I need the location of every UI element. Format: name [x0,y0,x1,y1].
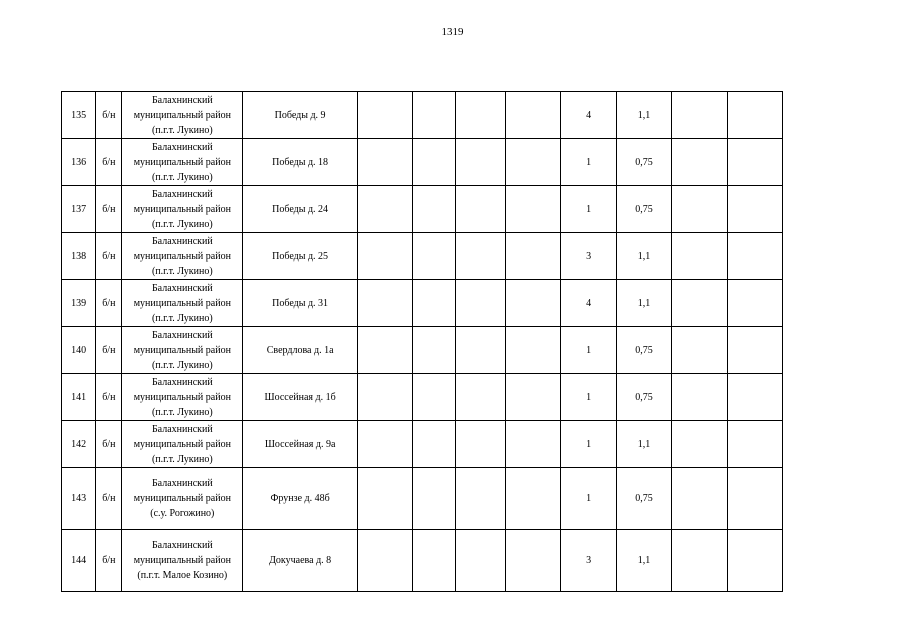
district-line: (п.г.т. Лукино) [151,124,213,136]
address-cell: Докучаева д. 8 [243,530,358,592]
empty-cell [672,92,727,139]
district-line: (п.г.т. Лукино) [151,453,213,465]
empty-cell [727,530,782,592]
empty-cell [727,374,782,421]
container-count-cell: 1 [561,374,616,421]
empty-cell [506,92,561,139]
row-number-cell: 142 [62,421,96,468]
empty-cell [506,421,561,468]
empty-cell [358,92,413,139]
empty-cell [506,139,561,186]
district-line: (п.г.т. Лукино) [151,359,213,371]
bn-cell: б/н [96,280,122,327]
empty-cell [672,233,727,280]
empty-cell [672,280,727,327]
bn-cell: б/н [96,374,122,421]
empty-cell [672,530,727,592]
district-line: муниципальный район [133,438,231,450]
bn-cell: б/н [96,139,122,186]
address-cell: Победы д. 25 [243,233,358,280]
district-line: Балахнинский [151,478,213,489]
district-line: муниципальный район [133,555,231,566]
district-line: Балахнинский [151,141,213,153]
empty-cell [413,92,455,139]
address-cell: Фрунзе д. 48б [243,468,358,530]
address-cell: Победы д. 24 [243,186,358,233]
container-count-cell: 1 [561,186,616,233]
table-row [62,421,783,468]
empty-cell [455,468,505,530]
empty-cell [358,327,413,374]
container-volume-cell: 1,1 [616,530,671,592]
empty-cell [455,233,505,280]
district-line: Балахнинский [151,282,213,294]
empty-cell [672,421,727,468]
empty-cell [455,327,505,374]
registry-table [61,91,783,592]
empty-cell [455,421,505,468]
container-count-cell: 1 [561,327,616,374]
empty-cell [413,280,455,327]
bn-cell: б/н [96,92,122,139]
district-cell [122,374,243,421]
row-number-cell: 143 [62,468,96,530]
row-number-cell: 136 [62,139,96,186]
empty-cell [506,530,561,592]
table-row [62,374,783,421]
empty-cell [727,280,782,327]
empty-cell [727,139,782,186]
empty-cell [455,374,505,421]
row-number-cell: 135 [62,92,96,139]
row-number-cell: 140 [62,327,96,374]
row-number-cell: 141 [62,374,96,421]
district-cell [122,92,243,139]
district-cell [122,186,243,233]
table-row [62,186,783,233]
container-volume-cell: 1,1 [616,233,671,280]
empty-cell [506,186,561,233]
empty-cell [358,233,413,280]
bn-cell: б/н [96,327,122,374]
address-cell: Шоссейная д. 9а [243,421,358,468]
empty-cell [672,186,727,233]
container-volume-cell: 0,75 [616,327,671,374]
district-line: Балахнинский [151,540,213,551]
empty-cell [506,327,561,374]
district-line: муниципальный район [133,344,231,356]
table-row [62,468,783,530]
empty-cell [727,421,782,468]
empty-cell [506,233,561,280]
district-cell [122,421,243,468]
empty-cell [413,530,455,592]
empty-cell [413,139,455,186]
district-cell [122,530,243,592]
empty-cell [727,468,782,530]
district-line: (п.г.т. Лукино) [151,171,213,183]
container-count-cell: 4 [561,280,616,327]
row-number-cell: 137 [62,186,96,233]
bn-cell: б/н [96,468,122,530]
container-volume-cell: 1,1 [616,280,671,327]
district-line: Балахнинский [151,188,213,200]
district-cell [122,327,243,374]
empty-cell [358,421,413,468]
registry-table-body [62,92,783,592]
container-count-cell: 4 [561,92,616,139]
container-count-cell: 1 [561,421,616,468]
empty-cell [727,92,782,139]
district-cell [122,139,243,186]
address-cell: Победы д. 9 [243,92,358,139]
empty-cell [413,233,455,280]
empty-cell [455,186,505,233]
container-count-cell: 1 [561,468,616,530]
empty-cell [358,468,413,530]
district-line: (п.г.т. Лукино) [151,406,213,418]
row-number-cell: 144 [62,530,96,592]
empty-cell [455,139,505,186]
district-line: муниципальный район [133,203,231,215]
empty-cell [413,327,455,374]
container-count-cell: 3 [561,530,616,592]
table-row [62,139,783,186]
district-cell [122,280,243,327]
district-line: (с.у. Рогожино) [150,508,215,519]
district-line: муниципальный район [133,109,231,121]
empty-cell [358,280,413,327]
table-row [62,530,783,592]
address-cell: Шоссейная д. 1б [243,374,358,421]
container-volume-cell: 0,75 [616,186,671,233]
empty-cell [413,468,455,530]
district-line: муниципальный район [133,156,231,168]
district-line: муниципальный район [133,250,231,262]
district-line: (п.г.т. Лукино) [151,218,213,230]
table-row [62,327,783,374]
district-cell [122,233,243,280]
container-count-cell: 1 [561,139,616,186]
empty-cell [506,280,561,327]
row-number-cell: 139 [62,280,96,327]
empty-cell [413,186,455,233]
empty-cell [413,374,455,421]
table-row [62,280,783,327]
empty-cell [506,374,561,421]
container-volume-cell: 0,75 [616,139,671,186]
empty-cell [727,327,782,374]
district-line: Балахнинский [151,94,213,106]
container-volume-cell: 0,75 [616,374,671,421]
address-cell: Победы д. 18 [243,139,358,186]
container-volume-cell: 1,1 [616,421,671,468]
page-number: 1319 [441,26,464,38]
address-cell: Победы д. 31 [243,280,358,327]
district-line: Балахнинский [151,235,213,247]
empty-cell [358,374,413,421]
empty-cell [672,374,727,421]
empty-cell [455,280,505,327]
table-row [62,92,783,139]
container-count-cell: 3 [561,233,616,280]
empty-cell [727,186,782,233]
bn-cell: б/н [96,233,122,280]
empty-cell [672,139,727,186]
empty-cell [455,530,505,592]
empty-cell [672,468,727,530]
bn-cell: б/н [96,186,122,233]
district-line: Балахнинский [151,376,213,388]
bn-cell: б/н [96,421,122,468]
empty-cell [358,186,413,233]
empty-cell [672,327,727,374]
empty-cell [727,233,782,280]
district-line: (п.г.т. Лукино) [151,265,213,277]
empty-cell [358,530,413,592]
empty-cell [506,468,561,530]
bn-cell: б/н [96,530,122,592]
table-row [62,233,783,280]
district-cell [122,468,243,530]
container-volume-cell: 0,75 [616,468,671,530]
row-number-cell: 138 [62,233,96,280]
district-line: Балахнинский [151,423,213,435]
district-line: (п.г.т. Малое Козино) [137,570,228,581]
district-line: муниципальный район [133,493,231,504]
district-line: муниципальный район [133,297,231,309]
district-line: Балахнинский [151,329,213,341]
district-line: (п.г.т. Лукино) [151,312,213,324]
district-line: муниципальный район [133,391,231,403]
container-volume-cell: 1,1 [616,92,671,139]
empty-cell [358,139,413,186]
empty-cell [455,92,505,139]
address-cell: Свердлова д. 1а [243,327,358,374]
empty-cell [413,421,455,468]
